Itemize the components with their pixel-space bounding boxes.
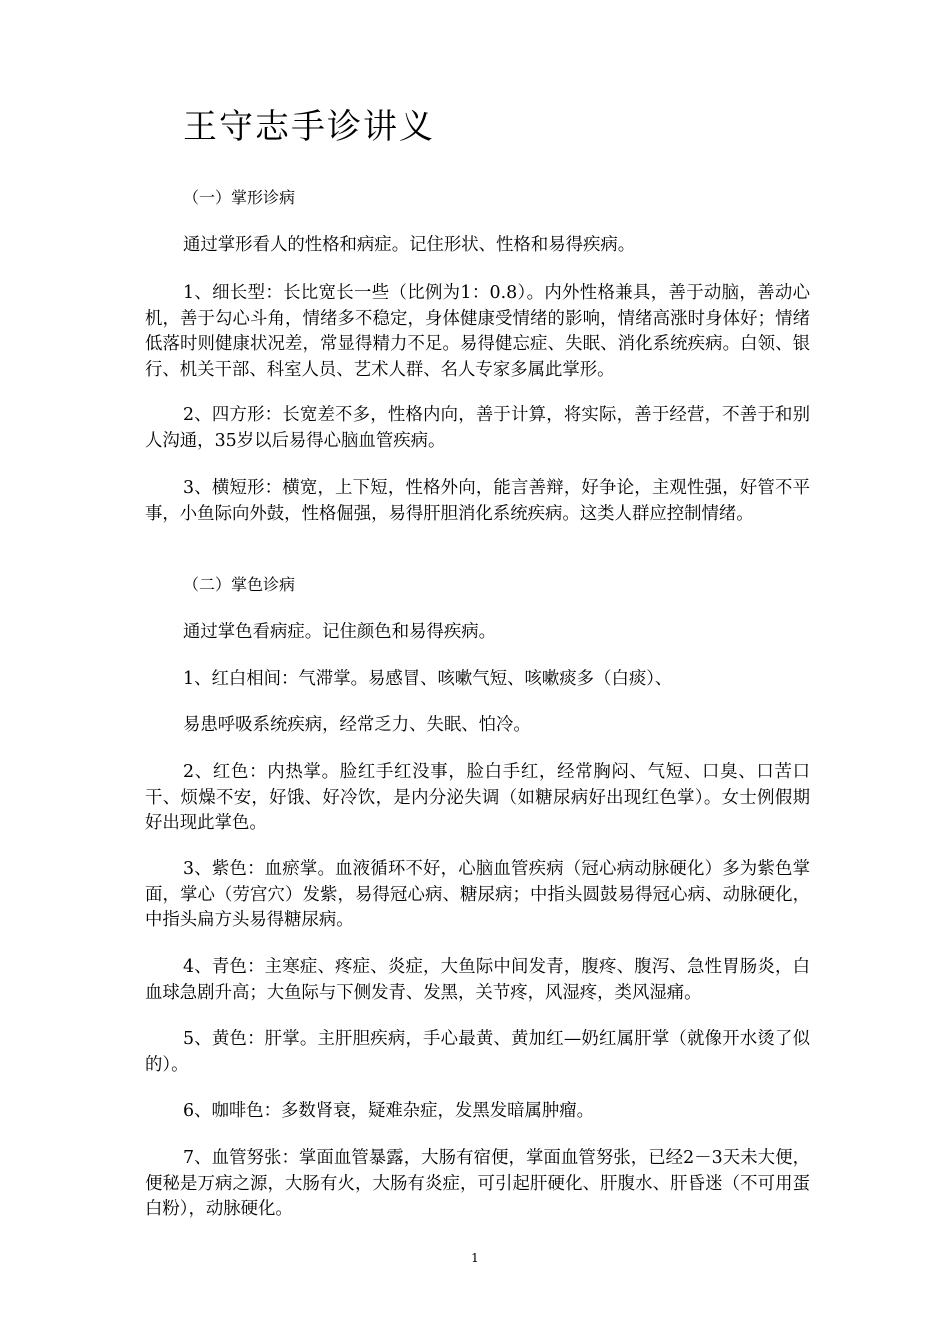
paragraph-intro-shape: 通过掌形看人的性格和病症。记住形状、性格和易得疾病。 bbox=[183, 235, 636, 255]
paragraph-cyan: 4、青色：主寒症、疼症、炎症，大鱼际中间发青，腹疼、腹泻、急性胃肠炎，白血球急剧升高；大鱼际与下侧发青、发黑，关节疼，风湿疼，类风湿痛。 bbox=[145, 957, 810, 1003]
paragraph-yellow: 5、黄色：肝掌。主肝胆疾病，手心最黄、黄加红—奶红属肝掌（就像开水烫了似的）。 bbox=[145, 1029, 810, 1075]
paragraph-square-type: 2、四方形：长宽差不多，性格内向，善于计算，将实际，善于经营，不善于和别人沟通，35岁以后易得心脑血管疾病。 bbox=[145, 405, 810, 451]
paragraph-short-wide-type: 3、横短形：横宽，上下短，性格外向，能言善辩，好争论，主观性强，好管不平事，小鱼际向外鼓，性格倔强，易得肝胆消化系统疾病。这类人群应控制情绪。 bbox=[145, 478, 810, 524]
paragraph-intro-color: 通过掌色看病症。记住颜色和易得疾病。 bbox=[183, 622, 497, 642]
document-title: 王守志手诊讲义 bbox=[183, 107, 435, 147]
paragraph-purple: 3、紫色：血瘀掌。血液循环不好，心脑血管疾病（冠心病动脉硬化）多为紫色掌面，掌心（劳宫穴）发紫，易得冠心病、糖尿病；中指头圆鼓易得冠心病、动脉硬化，中指头扁方头易得糖尿病。 bbox=[145, 859, 810, 931]
paragraph-coffee: 6、咖啡色：多数肾衰，疑难杂症，发黑发暗属肿瘤。 bbox=[183, 1101, 595, 1121]
paragraph-slender-type: 1、细长型：长比宽长一些（比例为1：0.8）。内外性格兼具，善于动脑，善动心机，善于勾心斗角，情绪多不稳定，身体健康受情绪的影响，情绪高涨时身体好；情绪低落时则健康状况差，常显得精力不足。易得健忘症、失眠、消化系统疾病。白领、银行、机关干部、科室人员、艺术人群、名人专家多属此掌形。 bbox=[145, 283, 810, 380]
paragraph-red-white: 1、红白相间：气滞掌。易感冒、咳嗽气短、咳嗽痰多（白痰）、 bbox=[183, 669, 673, 689]
paragraph-red: 2、红色：内热掌。脸红手红没事，脸白手红，经常胸闷、气短、口臭、口苦口干、烦燥不安，好饿、好冷饮，是内分泌失调（如糖尿病好出现红色掌）。女士例假期好出现此掌色。 bbox=[145, 762, 810, 834]
page-number: 1 bbox=[471, 1251, 479, 1265]
section-heading-palm-color: （二）掌色诊病 bbox=[183, 575, 296, 594]
paragraph-red-white-continued: 易患呼吸系统疾病，经常乏力、失眠、怕冷。 bbox=[183, 715, 531, 735]
section-heading-palm-shape: （一）掌形诊病 bbox=[183, 188, 296, 207]
paragraph-vessels: 7、血管努张：掌面血管暴露，大肠有宿便，掌面血管努张，已经2－3天未大便，便秘是万病之源，大肠有火，大肠有炎症，可引起肝硬化、肝腹水、肝昏迷（不可用蛋白粉），动脉硬化。 bbox=[145, 1148, 810, 1220]
